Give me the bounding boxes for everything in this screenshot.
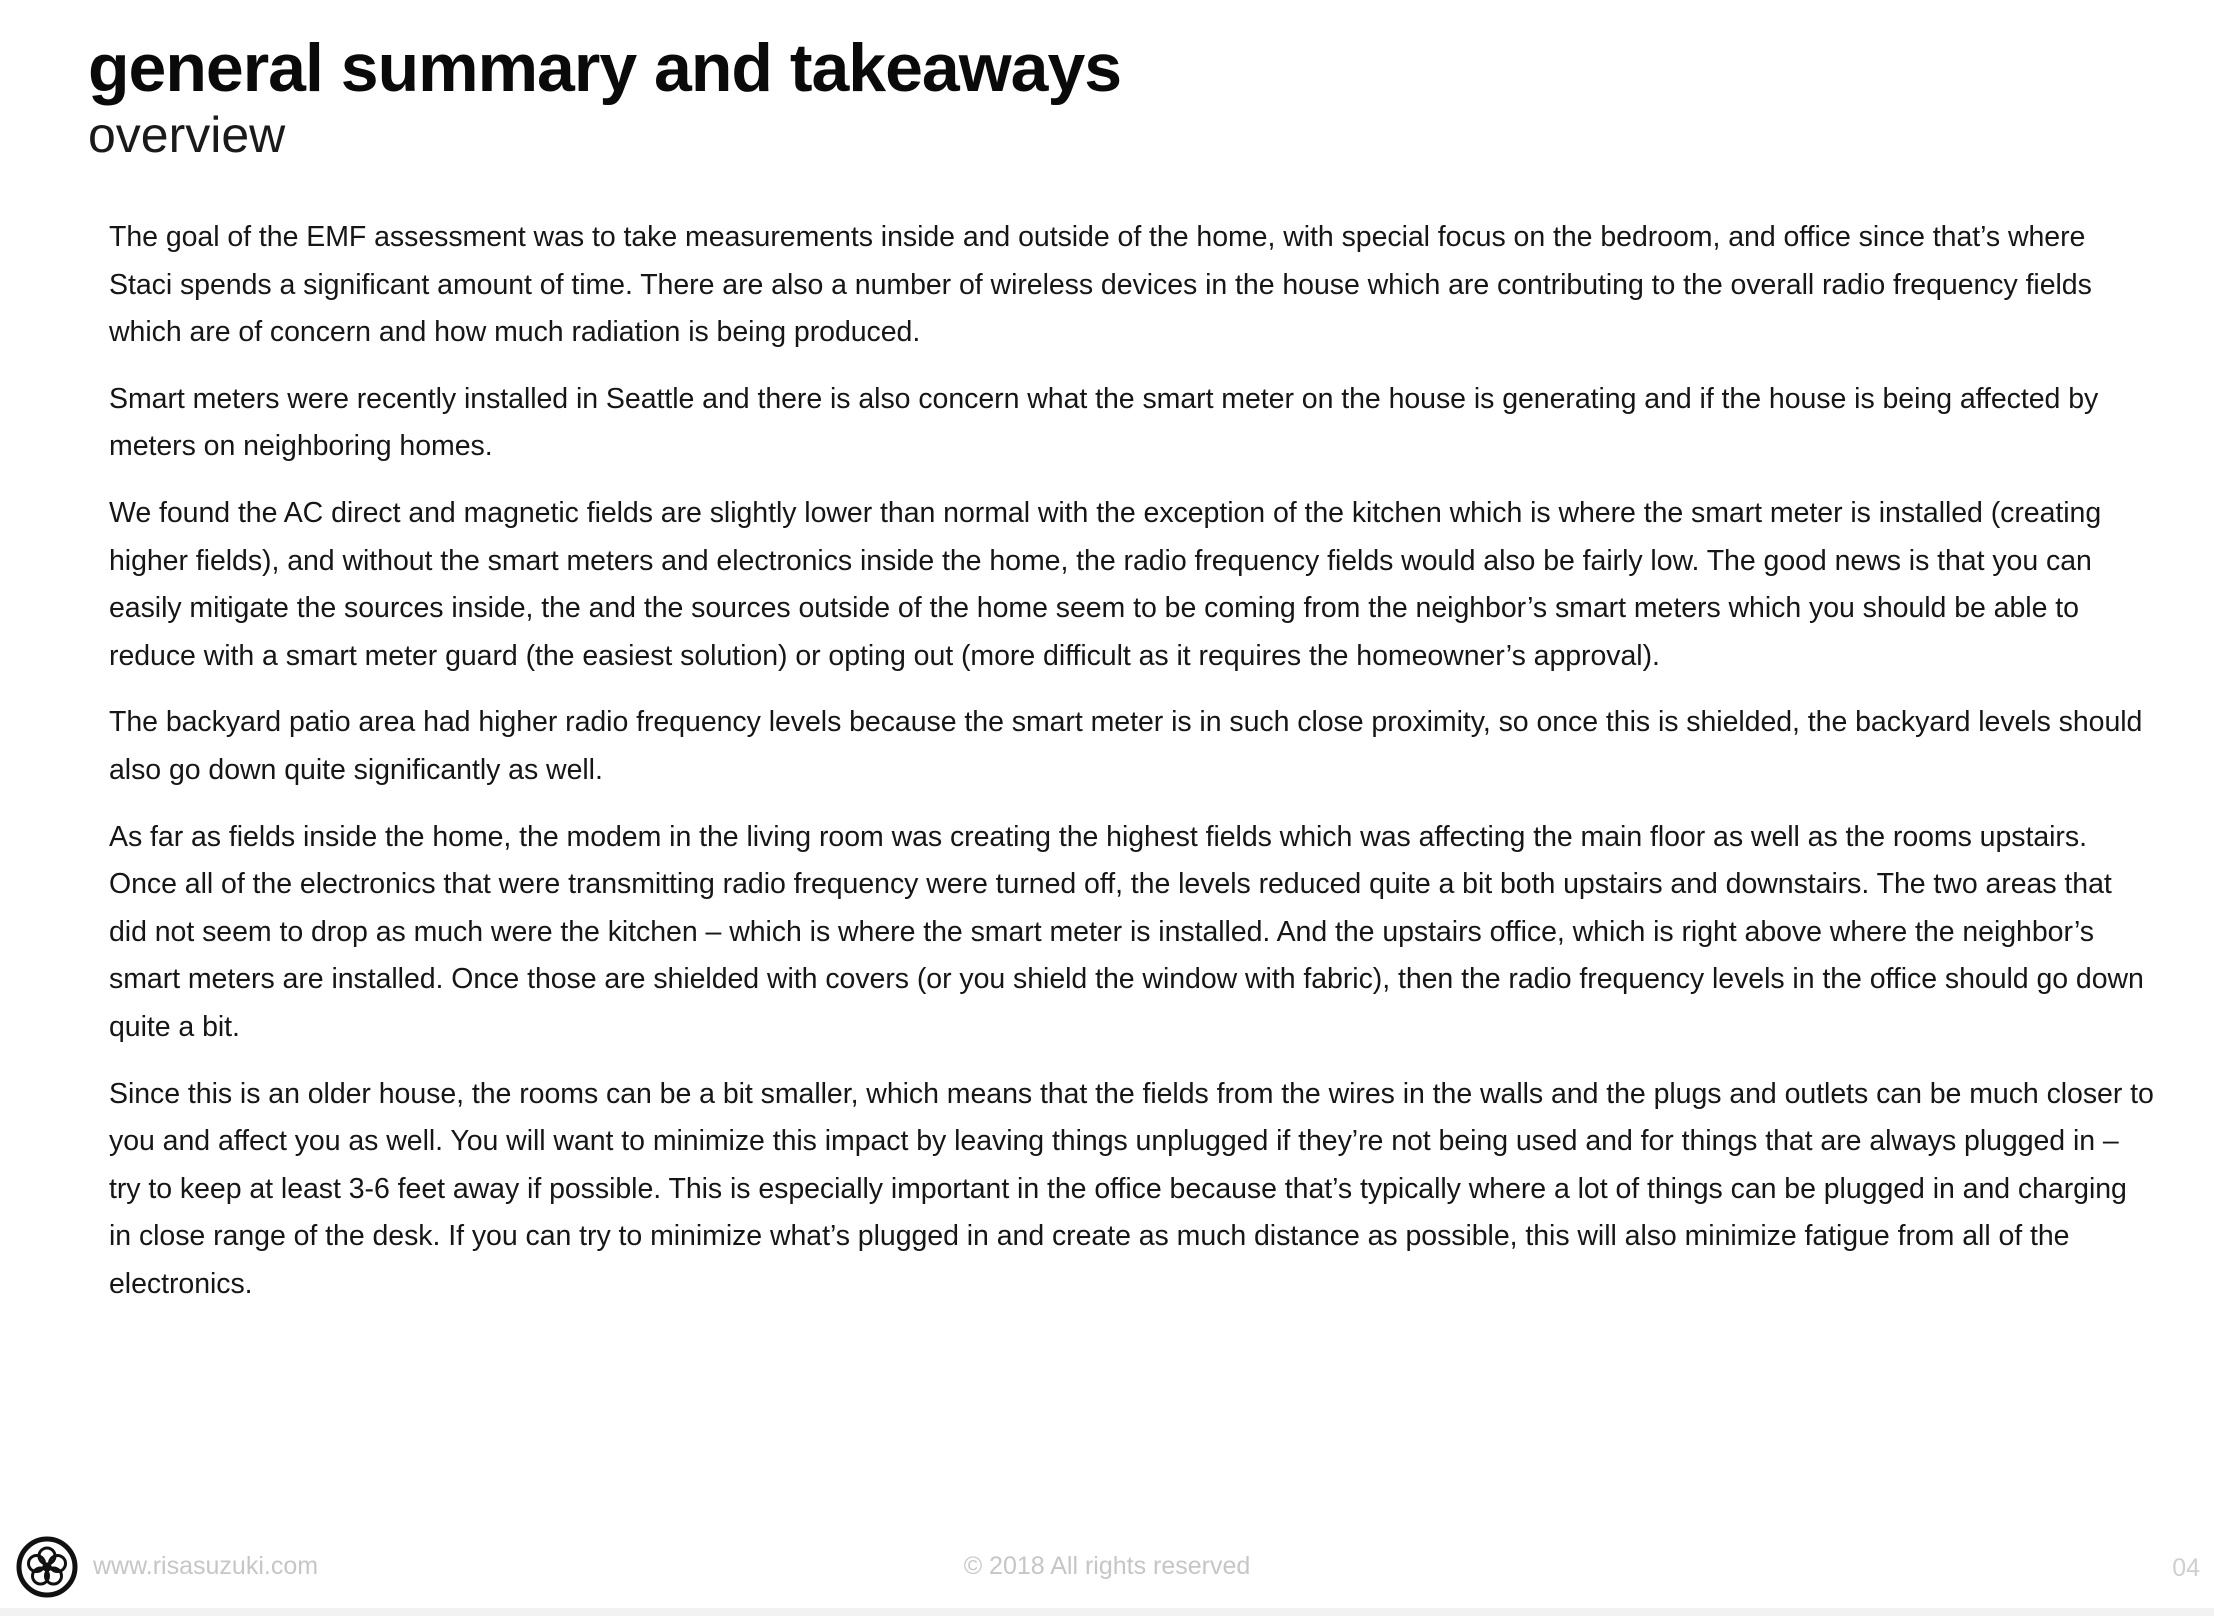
paragraph-smart-meters: Smart meters were recently installed in Seattle and there is also concern what the smart meter on the house is generating and if the house is being affected by meters on neighboring homes. [109, 382, 2099, 463]
page-subtitle: overview [88, 107, 286, 163]
paragraph-findings: We found the AC direct and magnetic fields are slightly lower than normal with the exception of the kitchen which is where the smart meter is installed (creating higher fields), and without the smart meters and electronics inside the home, the radio frequency fields would also be fairly low. The good news is that you can easily mitigate the sources inside, the and the sources outside of the home seem to be coming from the neighbor’s smart meters which you should be able to reduce with a smart meter guard (the easiest solution) or opting out (more difficult as it requires the homeowner’s approval). [109, 496, 2102, 672]
page-title: general summary and takeaways [88, 30, 1122, 106]
footer-website-link[interactable]: www.risasuzuki.com [93, 1552, 319, 1580]
page-number: 04 [2172, 1554, 2200, 1582]
summary-body [109, 214, 2154, 1327]
paragraph-backyard: The backyard patio area had higher radio frequency levels because the smart meter is in such close proximity, so once this is shielded, the backyard levels should also go down quite significantly as well. [109, 706, 2143, 786]
paragraph-inside-home: As far as fields inside the home, the modem in the living room was creating the highest fields which was affecting the main floor as well as the rooms upstairs. Once all of the electronics that were transmitting radio frequency were turned off, the levels reduced quite a bit both upstairs and downstairs. The two areas that did not seem to drop as much were the kitchen – which is where the smart meter is installed. And the upstairs office, which is right above where the neighbor’s smart meters are installed. Once those are shielded with covers (or you shield the window with fabric), then the radio frequency levels in the office should go down quite a bit. [109, 820, 2144, 1043]
paragraph-older-house: Since this is an older house, the rooms can be a bit smaller, which means that the fields from the wires in the walls and the plugs and outlets can be much closer to you and affect you as well. You will want to minimize this impact by leaving things unplugged if they’re not being used and for things that are always plugged in – try to keep at least 3-6 feet away if possible. This is especially important in the office because that’s typically where a lot of things can be plugged in and charging in close range of the desk. If you can try to minimize what’s plugged in and create as much distance as possible, this will also minimize fatigue from all of the electronics. [109, 1077, 2154, 1300]
footer-copyright: © 2018 All rights reserved [963, 1552, 1251, 1580]
bottom-divider [0, 1608, 2214, 1616]
paragraph-goal: The goal of the EMF assessment was to take measurements inside and outside of the home, with special focus on the bedroom, and office since that’s where Staci spends a significant amount of time. There are also a number of wireless devices in the house which are contributing to the overall radio frequency fields which are of concern and how much radiation is being produced. [109, 221, 2092, 349]
page-footer [0, 1530, 2214, 1616]
